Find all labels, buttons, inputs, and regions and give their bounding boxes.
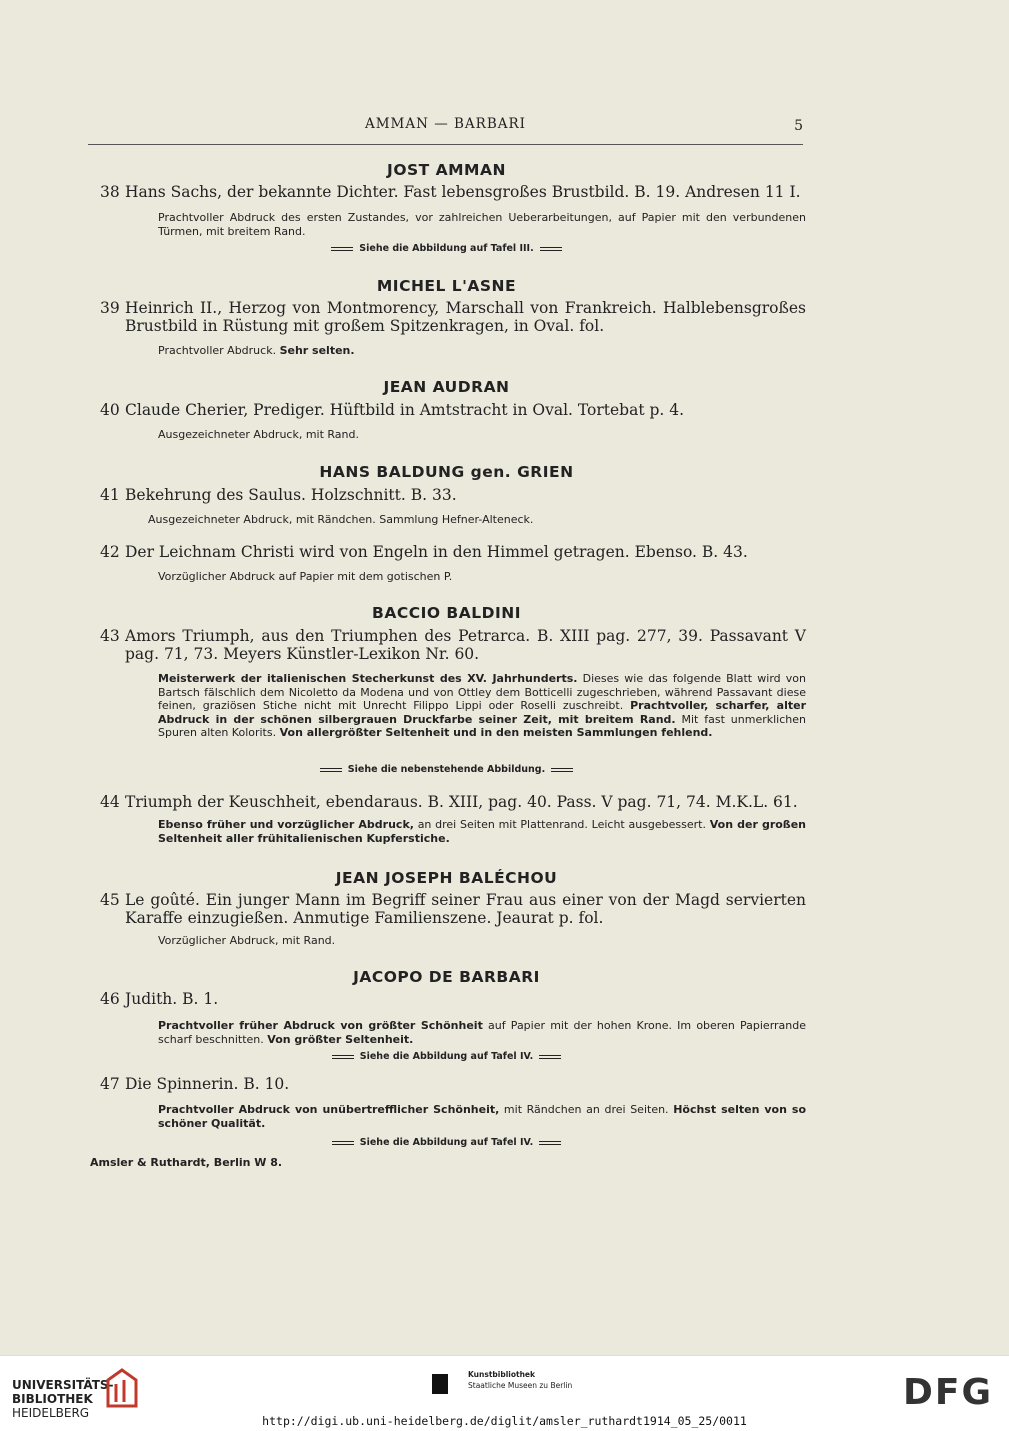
lot-note xyxy=(158,1019,806,1046)
plate-reference xyxy=(90,1051,803,1062)
ref-bar-left xyxy=(320,768,342,772)
artist-heading: JACOPO DE BARBARI xyxy=(353,968,540,986)
lot-description: Hans Sachs, der bekannte Dichter. Fast lebensgroßes Brustbild. B. 19. Andresen 11 I. xyxy=(125,183,801,201)
lot-note xyxy=(158,818,806,845)
running-header xyxy=(88,116,803,145)
lot-entry xyxy=(100,184,806,202)
lot-number: 43 xyxy=(100,627,120,645)
lot-description: Heinrich II., Herzog von Montmorency, Marschall von Frankreich. Halblebensgroßes Brustbild in Rüstung mit großem Spitzenkragen, in Oval. fol. xyxy=(125,299,806,335)
ref-bar-right xyxy=(540,247,562,251)
note-text: an drei Seiten mit Plattenrand. Leicht ausgebessert. xyxy=(413,818,710,831)
note-emphasis: Von allergrößter Seltenheit und in den meisten Sammlungen fehlend. xyxy=(279,726,713,739)
artist-heading: JOST AMMAN xyxy=(387,161,506,179)
page-number: 5 xyxy=(794,118,803,134)
lot-entry xyxy=(100,892,806,927)
ref-bar-right xyxy=(539,1141,561,1145)
logo-line: HEIDELBERG xyxy=(12,1406,90,1420)
lot-entry xyxy=(100,628,806,663)
header-title: AMMAN — BARBARI xyxy=(364,116,527,132)
note-emphasis: Sehr selten. xyxy=(279,344,355,357)
lot-note xyxy=(158,1103,806,1130)
ref-bar-right xyxy=(551,768,573,772)
note-emphasis: Prachtvoller Abdruck von unübertrefflicher Schönheit, xyxy=(158,1103,500,1116)
lot-number: 45 xyxy=(100,891,120,909)
lot-description: Judith. B. 1. xyxy=(125,990,219,1008)
lot-number: 41 xyxy=(100,486,120,504)
note-emphasis: Ebenso früher und vorzüglicher Abdruck, xyxy=(158,818,414,831)
ref-bar-right xyxy=(539,1055,561,1059)
library-emblem-icon xyxy=(104,1366,140,1410)
ref-bar-left xyxy=(332,1141,354,1145)
lot-entry xyxy=(100,487,806,505)
artist-heading: JEAN AUDRAN xyxy=(383,378,510,396)
lot-number: 40 xyxy=(100,401,120,419)
logo-line: UNIVERSITÄTS- xyxy=(12,1378,114,1392)
ref-text: Siehe die nebenstehende Abbildung. xyxy=(347,764,546,775)
lot-number: 42 xyxy=(100,543,120,561)
lot-number: 39 xyxy=(100,299,120,317)
kunstbibliothek-icon xyxy=(432,1374,448,1394)
note-emphasis: Meisterwerk der italienischen Stecherkunst des XV. Jahrhunderts. xyxy=(158,672,578,685)
lot-description: Claude Cherier, Prediger. Hüftbild in Amtstracht in Oval. Tortebat p. 4. xyxy=(125,401,685,419)
lot-note: Prachtvoller Abdruck des ersten Zustandes, vor zahlreichen Ueberarbeitungen, auf Papier mit den verbundenen Türmen, mit breitem Rand. xyxy=(158,211,806,238)
lot-number: 46 xyxy=(100,990,120,1008)
artist-heading: JEAN JOSEPH BALÉCHOU xyxy=(335,869,558,887)
lot-number: 47 xyxy=(100,1075,120,1093)
lot-note: Ausgezeichneter Abdruck, mit Rand. xyxy=(158,428,360,441)
artist-heading: BACCIO BALDINI xyxy=(372,604,521,622)
lot-entry xyxy=(100,402,806,420)
lot-description: Le goûté. Ein junger Mann im Begriff seiner Frau aus einer von der Magd servierten Karaffe einzugießen. Anmutige Familienszene. Jeaurat p. fol. xyxy=(125,891,806,927)
lot-entry xyxy=(100,300,806,335)
plate-reference xyxy=(90,764,803,775)
artist-heading: HANS BALDUNG gen. GRIEN xyxy=(319,463,574,481)
lot-note xyxy=(158,344,806,358)
artist-heading: MICHEL L'ASNE xyxy=(376,277,517,295)
ref-text: Siehe die Abbildung auf Tafel IV. xyxy=(359,1051,534,1062)
lot-note: Ausgezeichneter Abdruck, mit Rändchen. Sammlung Hefner-Alteneck. xyxy=(148,513,534,526)
note-text: auf Papier mit der hohen Krone. Im oberen Papierrande scharf beschnitten. xyxy=(158,1019,807,1046)
dfg-logo[interactable]: DFG xyxy=(902,1372,993,1413)
note-emphasis: Von der großen Seltenheit aller frühitalienischen Kupferstiche. xyxy=(158,818,807,845)
permalink-url[interactable]: http://digi.ub.uni-heidelberg.de/diglit/amsler_ruthardt1914_05_25/0011 xyxy=(262,1414,747,1428)
lot-description: Amors Triumph, aus den Triumphen des Petrarca. B. XIII pag. 277, 39. Passavant V pag. 71, 73. Meyers Künstler-Lexikon Nr. 60. xyxy=(125,627,806,663)
note-emphasis: Prachtvoller früher Abdruck von größter Schönheit xyxy=(158,1019,483,1032)
lot-note: Vorzüglicher Abdruck auf Papier mit dem gotischen P. xyxy=(158,570,453,583)
note-text: Mit fast unmerklichen Spuren alten Kolorits. xyxy=(158,712,806,739)
lot-entry xyxy=(100,794,806,812)
note-text: Dieses wie das folgende Blatt wird von Bartsch fälschlich dem Nicoletto da Modena und von Ottley dem Botticelli zugeschrieben, während Passavant diese feinen, graziösen Stiche nicht mit Unrecht Filippo Lippi oder Roselli zuschreibt. xyxy=(158,672,806,712)
lot-entry xyxy=(100,991,806,1009)
note-text: Prachtvoller Abdruck. xyxy=(158,344,277,357)
viewer-footer xyxy=(0,1355,1009,1431)
lot-note xyxy=(158,672,806,740)
lot-description: Triumph der Keuschheit, ebendaraus. B. XIII, pag. 40. Pass. V pag. 71, 74. M.K.L. 61. xyxy=(125,793,798,811)
ref-text: Siehe die Abbildung auf Tafel IV. xyxy=(359,1137,534,1148)
ref-text: Siehe die Abbildung auf Tafel III. xyxy=(359,243,534,254)
lot-description: Die Spinnerin. B. 10. xyxy=(125,1075,290,1093)
note-text: mit Rändchen an drei Seiten. xyxy=(499,1103,674,1116)
kb-title: Kunstbibliothek xyxy=(468,1370,536,1379)
logo-line: BIBLIOTHEK xyxy=(12,1392,93,1406)
lot-note: Vorzüglicher Abdruck, mit Rand. xyxy=(158,934,336,947)
lot-entry xyxy=(100,544,806,562)
lot-entry xyxy=(100,1076,806,1094)
printer-imprint: Amsler & Ruthardt, Berlin W 8. xyxy=(90,1156,283,1169)
lot-number: 38 xyxy=(100,183,120,201)
note-emphasis: Von größter Seltenheit. xyxy=(267,1032,414,1046)
lot-number: 44 xyxy=(100,793,120,811)
plate-reference xyxy=(90,1137,803,1148)
note-emphasis: Prachtvoller, scharfer, alter Abdruck in der schönen silbergrauen Druckfarbe seiner Zeit, mit breitem Rand. xyxy=(158,699,806,726)
ref-bar-left xyxy=(332,1055,354,1059)
kb-subtitle: Staatliche Museen zu Berlin xyxy=(468,1381,573,1390)
note-emphasis: Höchst selten von so schöner Qualität. xyxy=(158,1103,806,1130)
lot-description: Der Leichnam Christi wird von Engeln in den Himmel getragen. Ebenso. B. 43. xyxy=(125,543,748,561)
plate-reference xyxy=(90,243,803,254)
ref-bar-left xyxy=(331,247,353,251)
lot-description: Bekehrung des Saulus. Holzschnitt. B. 33. xyxy=(125,486,457,504)
